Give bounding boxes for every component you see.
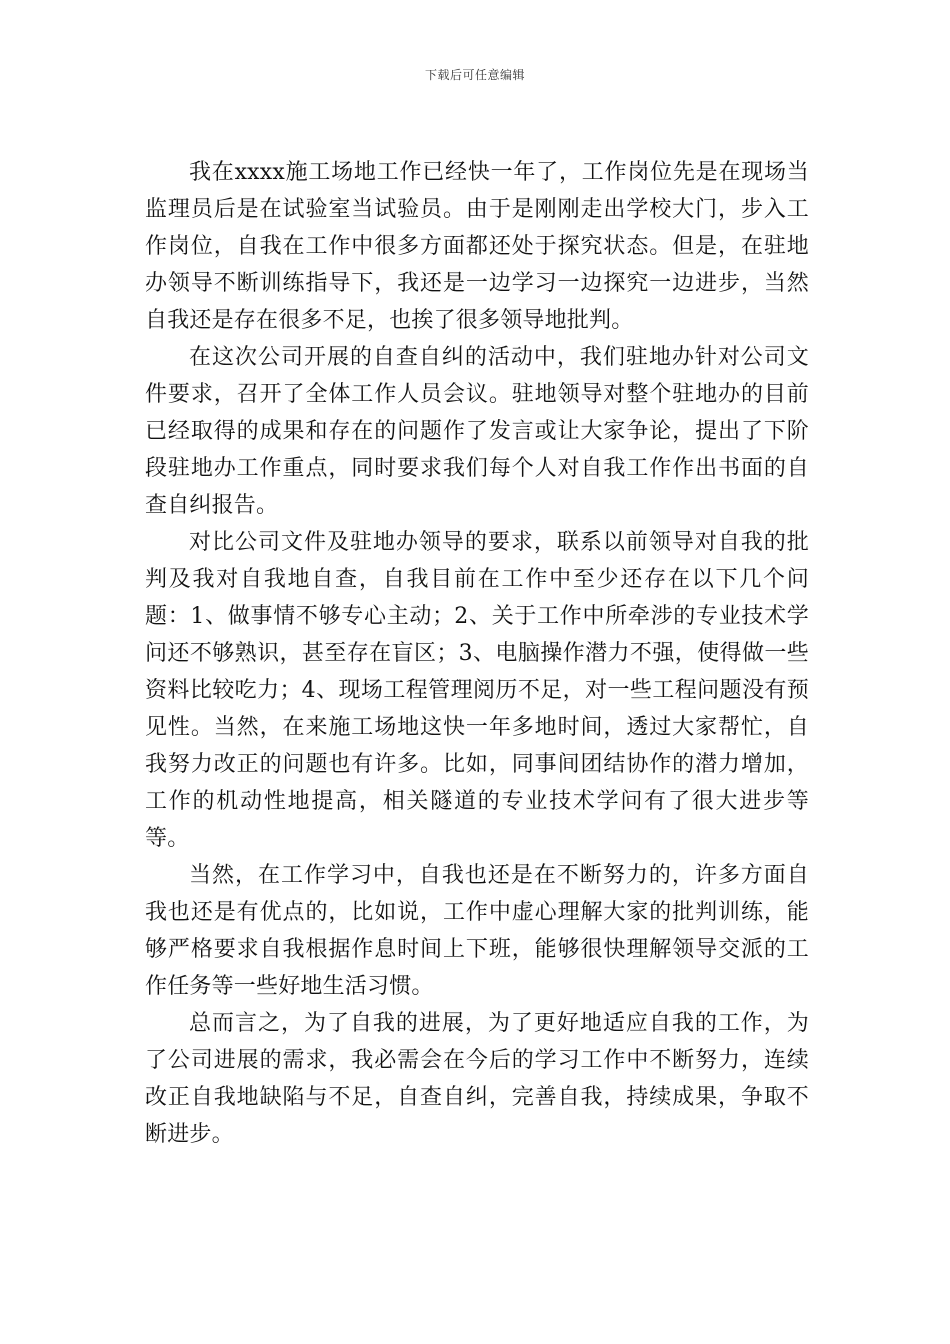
header-note: 下载后可任意编辑 (424, 68, 525, 82)
paragraph-2: 在这次公司开展的自查自纠的活动中，我们驻地办针对公司文件要求，召开了全体工作人员会议。驻地领导对整个驻地办的目前已经取得的成果和存在的问题作了发言或让大家争论，提出了下阶段驻地办工作重点，同时要求我们每个人对自我工作作出书面的自查自纠报告。 (145, 345, 809, 518)
paragraph-5: 总而言之，为了自我的进展，为了更好地适应自我的工作，为了公司进展的需求，我必需会在今后的学习工作中不断努力，连续改正自我地缺陷与不足，自查自纠，完善自我，持续成果，争取不断进步。 (145, 1011, 809, 1147)
paragraph-3: 对比公司文件及驻地办领导的要求，联系以前领导对自我的批判及我对自我地自查，自我目前在工作中至少还存在以下几个问题：1、做事情不够专心主动；2、关于工作中所牵涉的专业技术学问还不够熟识，甚至存在盲区；3、电脑操作潜力不强，使得做一些资料比较吃力；4、现场工程管理阅历不足，对一些工程问题没有预见性。当然，在来施工场地这快一年多地时间，透过大家帮忙，自我努力改正的问题也有许多。比如，同事间团结协作的潜力增加，工作的机动性地提高，相关隧道的专业技术学问有了很大进步等等。 (145, 530, 809, 851)
document-body (145, 154, 809, 1153)
paragraph-1: 我在xxxx施工场地工作已经快一年了，工作岗位先是在现场当监理员后是在试验室当试验员。由于是刚刚走出学校大门，步入工作岗位，自我在工作中很多方面都还处于探究状态。但是，在驻地办领导不断训练指导下，我还是一边学习一边探究一边进步，当然自我还是存在很多不足，也挨了很多领导地批判。 (145, 160, 809, 333)
paragraph-4: 当然，在工作学习中，自我也还是在不断努力的，许多方面自我也还是有优点的，比如说，工作中虚心理解大家的批判训练，能够严格要求自我根据作息时间上下班，能够很快理解领导交派的工作任务等一些好地生活习惯。 (145, 863, 809, 999)
